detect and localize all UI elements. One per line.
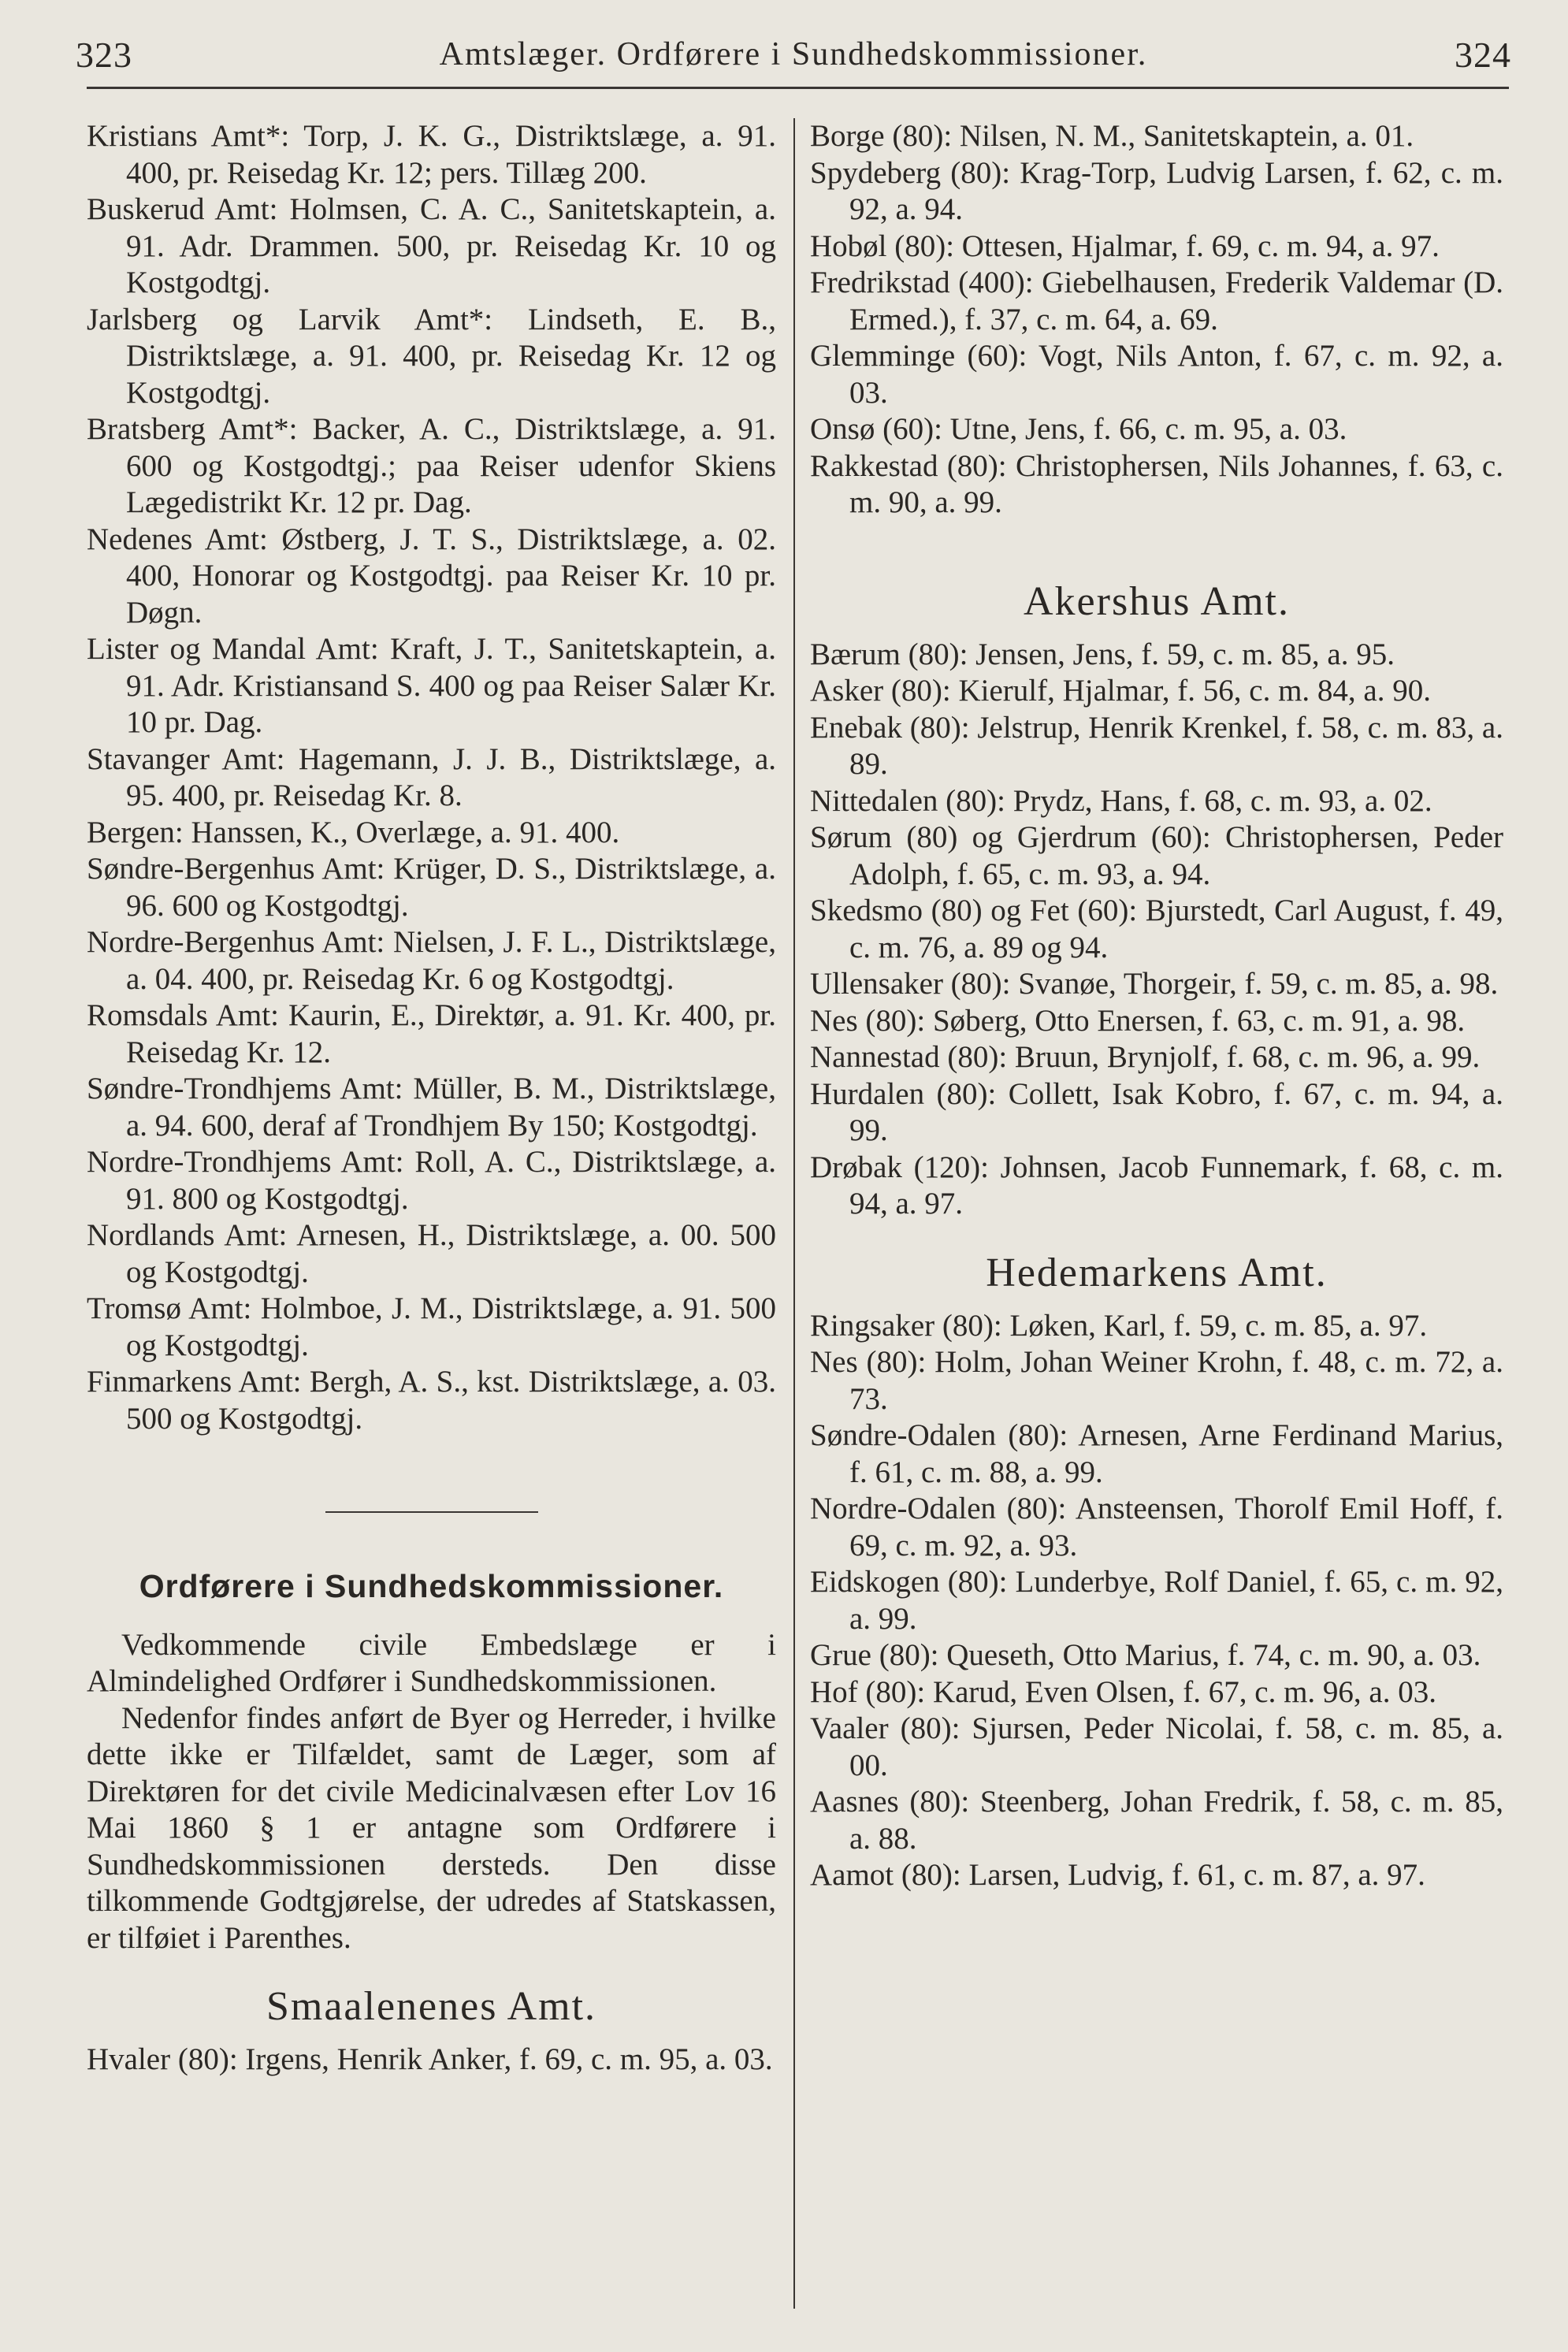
entry-fredrikstad: Fredrikstad (400): Giebelhausen, Frederik Valdemar (D. Ermed.), f. 37, c. m. 64, a. 69. <box>810 266 1503 336</box>
akershus-amt-heading: Akershus Amt. <box>1024 578 1290 624</box>
entry-vaaler: Vaaler (80): Sjursen, Peder Nicolai, f. 58, c. m. 85, a. 00. <box>810 1711 1503 1782</box>
entry-onso: Onsø (60): Utne, Jens, f. 66, c. m. 95, a. 03. <box>810 412 1347 446</box>
entry-hurdalen: Hurdalen (80): Collett, Isak Kobro, f. 67, c. m. 94, a. 99. <box>810 1076 1503 1147</box>
amt-entry-nordre-bergenhus: Nordre-Bergenhus Amt: Nielsen, J. F. L., Distriktslæge, a. 04. 400, pr. Reisedag Kr. 6 og Kostgodtgj. <box>87 925 776 996</box>
entry-asker: Asker (80): Kierulf, Hjalmar, f. 56, c. m. 84, a. 90. <box>810 674 1431 708</box>
amt-entry-kristians: Kristians Amt*: Torp, J. K. G., Distriktslæge, a. 91. 400, pr. Reisedag Kr. 12; pers. Tillæg 200. <box>87 119 776 190</box>
entry-grue: Grue (80): Queseth, Otto Marius, f. 74, c. m. 90, a. 03. <box>810 1638 1481 1672</box>
entry-drobak: Drøbak (120): Johnsen, Jacob Funnemark, f. 68, c. m. 94, a. 97. <box>810 1150 1503 1221</box>
section-heading: Ordførere i Sundhedskommissioner. <box>139 1568 724 1604</box>
page-number-left: 323 <box>76 34 132 75</box>
entry-nes-hedemarken: Nes (80): Holm, Johan Weiner Krohn, f. 48, c. m. 72, a. 73. <box>810 1345 1503 1416</box>
entry-enebak: Enebak (80): Jelstrup, Henrik Krenkel, f. 58, c. m. 83, a. 89. <box>810 710 1503 781</box>
amt-entry-romsdals: Romsdals Amt: Kaurin, E., Direktør, a. 91. Kr. 400, pr. Reisedag Kr. 12. <box>87 998 776 1069</box>
right-column <box>810 118 1503 1894</box>
left-column <box>87 118 776 2079</box>
intro-paragraph: Vedkommende civile Embedslæge er i Almindelighed Ordfører i Sundhedskommissionen. <box>87 1627 776 1698</box>
entry-sondre-odalen: Søndre-Odalen (80): Arnesen, Arne Ferdinand Marius, f. 61, c. m. 88, a. 99. <box>810 1418 1503 1489</box>
smaalenenes-amt-heading: Smaalenenes Amt. <box>266 1984 597 2029</box>
entry-skedsmo-fet: Skedsmo (80) og Fet (60): Bjurstedt, Carl August, f. 49, c. m. 76, a. 89 og 94. <box>810 894 1503 964</box>
entry-aasnes: Aasnes (80): Steenberg, Johan Fredrik, f. 58, c. m. 85, a. 88. <box>810 1785 1503 1856</box>
running-title: Amtslæger. Ordførere i Sundhedskommissioner. <box>439 36 1148 72</box>
entry-spydeberg: Spydeberg (80): Krag-Torp, Ludvig Larsen, f. 62, c. m. 92, a. 94. <box>810 155 1503 226</box>
amt-entry-stavanger: Stavanger Amt: Hagemann, J. J. B., Distriktslæge, a. 95. 400, pr. Reisedag Kr. 8. <box>87 741 776 812</box>
amt-entry-lister-mandal: Lister og Mandal Amt: Kraft, J. T., Sanitetskaptein, a. 91. Adr. Kristiansand S. 400 og paa Reiser Salær Kr. 10 pr. Dag. <box>87 632 776 739</box>
amt-entry-finmarkens: Finmarkens Amt: Bergh, A. S., kst. Distriktslæge, a. 03. 500 og Kostgodtgj. <box>87 1365 776 1436</box>
amt-entry-tromso: Tromsø Amt: Holmboe, J. M., Distriktslæge, a. 91. 500 og Kostgodtgj. <box>87 1291 776 1362</box>
amt-entry-sondre-bergenhus: Søndre-Bergenhus Amt: Krüger, D. S., Distriktslæge, a. 96. 600 og Kostgodtgj. <box>87 852 776 923</box>
entry-nannestad: Nannestad (80): Bruun, Brynjolf, f. 68, c. m. 96, a. 99. <box>810 1040 1481 1074</box>
amt-entry-bratsberg: Bratsberg Amt*: Backer, A. C., Distriktslæge, a. 91. 600 og Kostgodtgj.; paa Reiser udenfor Skiens Lægedistrikt Kr. 12 pr. Dag. <box>87 412 776 519</box>
page-number-right: 324 <box>1454 34 1511 75</box>
entry-ringsaker: Ringsaker (80): Løken, Karl, f. 59, c. m. 85, a. 97. <box>810 1308 1428 1343</box>
entry-rakkestad: Rakkestad (80): Christophersen, Nils Johannes, f. 63, c. m. 90, a. 99. <box>810 448 1503 519</box>
entry-baerum: Bærum (80): Jensen, Jens, f. 59, c. m. 85, a. 95. <box>810 637 1395 671</box>
entry-aamot: Aamot (80): Larsen, Ludvig, f. 61, c. m. 87, a. 97. <box>810 1858 1425 1892</box>
amt-entry-buskerud: Buskerud Amt: Holmsen, C. A. C., Sanitetskaptein, a. 91. Adr. Drammen. 500, pr. Reisedag Kr. 10 og Kostgodtgj. <box>87 192 776 299</box>
section-divider <box>325 1511 538 1513</box>
entry-hobol: Hobøl (80): Ottesen, Hjalmar, f. 69, c. m. 94, a. 97. <box>810 229 1440 263</box>
entry-sorum-gjerdrum: Sørum (80) og Gjerdrum (60): Christophersen, Peder Adolph, f. 65, c. m. 93, a. 94. <box>810 820 1503 891</box>
entry-nes-akershus: Nes (80): Søberg, Otto Enersen, f. 63, c. m. 91, a. 98. <box>810 1003 1466 1038</box>
entry-hvaler: Hvaler (80): Irgens, Henrik Anker, f. 69, c. m. 95, a. 03. <box>87 2042 773 2076</box>
entry-glemminge: Glemminge (60): Vogt, Nils Anton, f. 67, c. m. 92, a. 03. <box>810 339 1503 410</box>
amt-entry-jarlsberg-larvik: Jarlsberg og Larvik Amt*: Lindseth, E. B., Distriktslæge, a. 91. 400, pr. Reisedag Kr. 12 og Kostgodtgj. <box>87 302 776 410</box>
entry-nordre-odalen: Nordre-Odalen (80): Ansteensen, Thorolf Emil Hoff, f. 69, c. m. 92, a. 93. <box>810 1492 1503 1562</box>
header-rule <box>87 87 1509 89</box>
explanation-paragraph: Nedenfor findes anført de Byer og Herreder, i hvilke dette ikke er Tilfældet, samt de Læger, som af Direktøren for det civile Medicinalvæsen efter Lov 16 Mai 1860 § 1 er antagne som Ordførere i Sundhedskommissionen dersteds. Den disse tilkommende Godtgjørelse, der udredes af Statskassen, er tilføiet i Parenthes. <box>87 1700 776 1955</box>
entry-hof: Hof (80): Karud, Even Olsen, f. 67, c. m. 96, a. 03. <box>810 1674 1436 1709</box>
amt-entry-bergen: Bergen: Hanssen, K., Overlæge, a. 91. 400. <box>87 815 620 849</box>
amt-entry-sondre-trondhjems: Søndre-Trondhjems Amt: Müller, B. M., Distriktslæge, a. 94. 600, deraf af Trondhjem By 150; Kostgodtgj. <box>87 1072 776 1143</box>
entry-eidskogen: Eidskogen (80): Lunderbye, Rolf Daniel, f. 65, c. m. 92, a. 99. <box>810 1565 1503 1636</box>
entry-borge: Borge (80): Nilsen, N. M., Sanitetskaptein, a. 01. <box>810 119 1414 153</box>
entry-nittedalen: Nittedalen (80): Prydz, Hans, f. 68, c. m. 93, a. 02. <box>810 783 1432 818</box>
hedemarkens-amt-heading: Hedemarkens Amt. <box>986 1250 1328 1295</box>
column-divider <box>793 118 795 2309</box>
amt-entry-nedenes: Nedenes Amt: Østberg, J. T. S., Distriktslæge, a. 02. 400, Honorar og Kostgodtgj. paa Reiser Kr. 10 pr. Døgn. <box>87 522 776 630</box>
entry-ullensaker: Ullensaker (80): Svanøe, Thorgeir, f. 59, c. m. 85, a. 98. <box>810 967 1499 1001</box>
amt-entry-nordlands: Nordlands Amt: Arnesen, H., Distriktslæge, a. 00. 500 og Kostgodtgj. <box>87 1218 776 1289</box>
amt-entry-nordre-trondhjems: Nordre-Trondhjems Amt: Roll, A. C., Distriktslæge, a. 91. 800 og Kostgodtgj. <box>87 1145 776 1216</box>
page-header <box>76 27 1511 82</box>
